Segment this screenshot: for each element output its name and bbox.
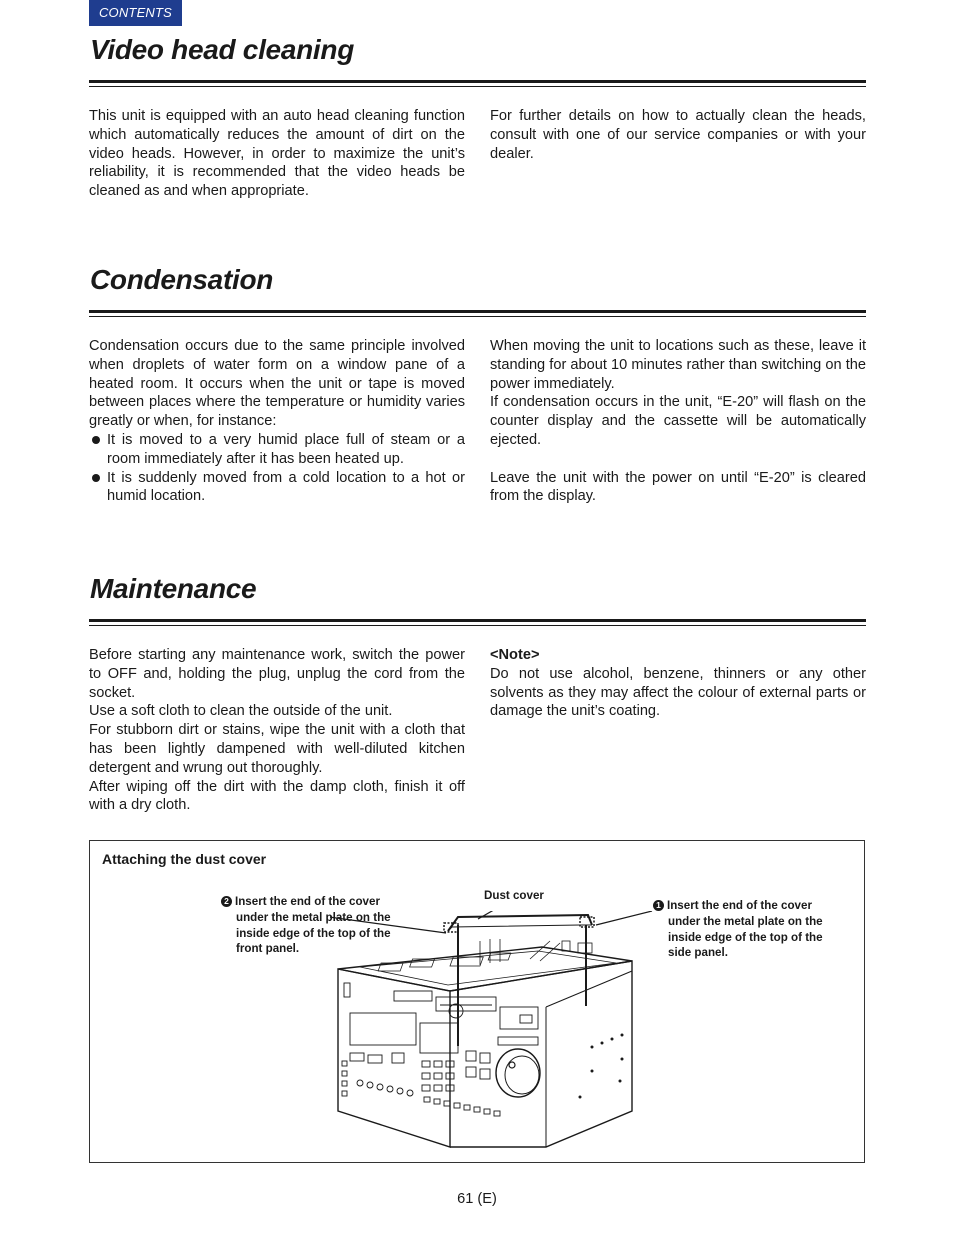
video-head-left-column (89, 107, 465, 201)
condensation-bullet-list (89, 431, 465, 506)
dust-cover-figure (89, 840, 865, 1163)
leader-line (596, 911, 652, 925)
side-panel (450, 961, 632, 1147)
bullet-icon (92, 436, 100, 444)
condensation-right-column (490, 337, 866, 506)
contents-link[interactable]: CONTENTS (89, 0, 182, 26)
note-heading: <Note> (490, 647, 540, 663)
maintenance-paragraph: After wiping off the dirt with the damp cloth, finish it off with a dry cloth. (89, 778, 465, 814)
condensation-left-column (89, 337, 465, 506)
bullet-icon (92, 474, 100, 482)
condensation-intro: Condensation occurs due to the same principle involved when droplets of water form on a window pane of a heated room. It occurs when the unit or tape is moved between places where the temperature or humidity varies greatly or when, for instance: (89, 338, 465, 430)
maintenance-paragraph: Before starting any maintenance work, switch the power to OFF and, holding the plug, unplug the cord from the socket. (89, 647, 465, 701)
dust-cover-frame (444, 915, 594, 1046)
callout-side-panel: 1 Insert the end of the cover under the metal plate on the inside edge of the top of the side panel. (653, 898, 848, 961)
maintenance-paragraph: For stubborn dirt or stains, wipe the unit with a cloth that has been lightly dampened with well-diluted kitchen detergent and wrung out thoroughly. (89, 722, 465, 776)
condensation-title: Condensation (90, 264, 274, 295)
chassis-top (338, 947, 632, 991)
section-rule (89, 310, 866, 317)
step-1-badge: 1 (653, 900, 664, 911)
video-head-cleaning-title: Video head cleaning (90, 34, 354, 65)
step-2-badge: 2 (221, 896, 232, 907)
condensation-paragraph: Leave the unit with the power on until “E-20” is cleared from the display. (490, 469, 866, 505)
video-head-paragraph: This unit is equipped with an auto head cleaning function which automatically reduces the amount of dirt on the video heads. However, in order to maximize the unit’s reliability, it is recommended that the video heads be cleaned as and when appropriate. (89, 108, 465, 200)
maintenance-left-column (89, 646, 465, 815)
video-head-paragraph: For further details on how to actually clean the heads, consult with one of our service companies or with your dealer. (490, 108, 866, 162)
callout-front-panel: 2 Insert the end of the cover under the metal plate on the inside edge of the top of the front panel. (221, 894, 411, 957)
section-rule (89, 80, 866, 87)
leader-line (330, 916, 446, 933)
dust-cover-label: Dust cover (484, 889, 544, 902)
figure-title: Attaching the dust cover (102, 851, 267, 867)
list-item: It is suddenly moved from a cold location to a hot or humid location. (89, 469, 465, 507)
section-rule (89, 619, 866, 626)
spacer (490, 450, 866, 469)
condensation-paragraph: If condensation occurs in the unit, “E-20” will flash on the counter display and the cassette will be automatically ejected. (490, 394, 866, 448)
maintenance-paragraph: Use a soft cloth to clean the outside of the unit. (89, 703, 393, 720)
leader-line (478, 911, 506, 919)
list-item: It is moved to a very humid place full of steam or a room immediately after it has been heated up. (89, 431, 465, 469)
maintenance-right-column (490, 646, 866, 721)
condensation-paragraph: When moving the unit to locations such as these, leave it standing for about 10 minutes rather than switching on the power immediately. (490, 338, 866, 392)
page-number: 61 (E) (457, 1191, 497, 1207)
jog-dial (496, 1049, 540, 1097)
video-head-right-column (490, 107, 866, 163)
vtr-unit-illustration (330, 911, 670, 1156)
maintenance-title: Maintenance (90, 573, 257, 604)
note-text: Do not use alcohol, benzene, thinners or any other solvents as they may affect the colour of external parts or damage the unit’s coating. (490, 665, 866, 720)
